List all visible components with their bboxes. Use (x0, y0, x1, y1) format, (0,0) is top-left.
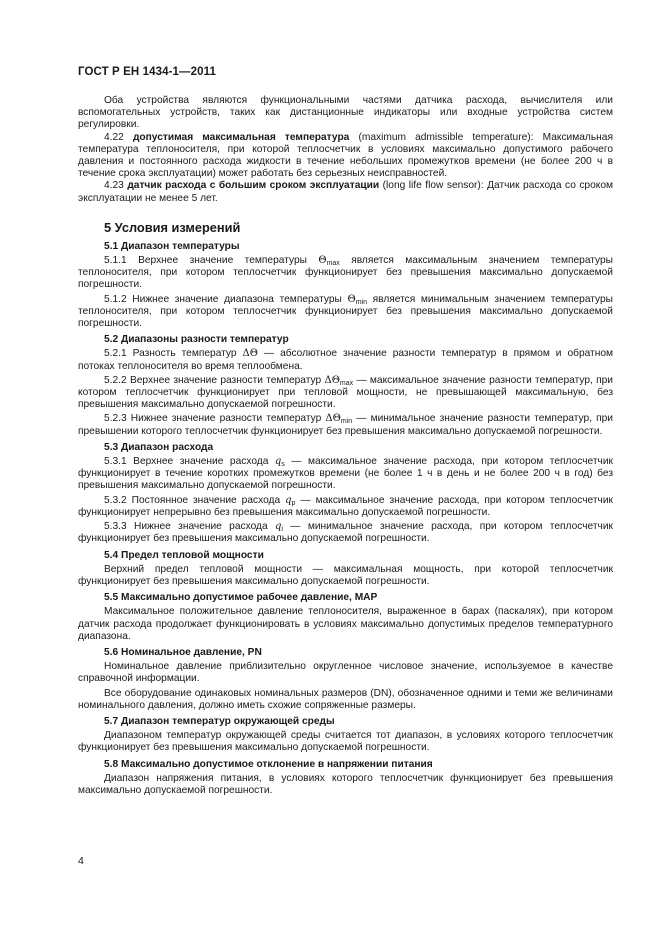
definition-text: (maximum admissible temperature): Максимальная температура теплоносителя, при которой теплосчетчик в условиях максимально допустимого рабочего давления и постоянного расхода жидкости в течение небольших промежутков времени (не более 200 ч в течение срока эксплуатации) может работать без серьезных неисправностей. (78, 131, 613, 180)
clause-text: 5.2.2 Верхнее значение разности температур (104, 374, 325, 386)
subsection-title-5-8: 5.8 Максимально допустимое отклонение в напряжении питания (104, 758, 433, 770)
clause-text: — максимальное значение разности температур, при котором теплосчетчик функционирует при тепловой мощности, не превышающей максимальную, без превышения максимально допускаемой погрешности. (78, 374, 613, 411)
subsection-title-5-6: 5.6 Номинальное давление, PN (104, 646, 262, 658)
paragraph-5-8: Диапазон напряжения питания, в условиях которого теплосчетчик функционирует без превышения максимально допускаемой погрешности. (78, 772, 613, 796)
clause-text: 5.3.2 Постоянное значение расхода (104, 494, 286, 506)
definition-text: (long life flow sensor): Датчик расхода со сроком эксплуатации не менее 5 лет. (78, 180, 613, 204)
symbol-subscript: max (339, 379, 354, 387)
symbol-delta-theta: ΔΘ (242, 348, 258, 360)
clause-5-3-1 (78, 456, 613, 493)
symbol-delta-theta: ΔΘ (325, 413, 341, 425)
clause-text: — абсолютное значение разности температур в прямом и обратном потоках теплоносителя во время теплообмена. (78, 348, 614, 372)
clause-text: — минимальное значение расхода, при котором теплосчетчик функционирует без превышения максимально допускаемой погрешности. (78, 521, 613, 545)
symbol-subscript: p (291, 499, 296, 507)
subsection-title-5-1: 5.1 Диапазон температуры (104, 240, 240, 252)
clause-5-2-1 (78, 348, 613, 372)
intro-paragraph: Оба устройства являются функциональными частями датчика расхода, вычислителя или вспомогательных устройств, таких как дистанционные индикаторы или входные устройства систем регулировки. (78, 95, 613, 131)
paragraph-5-5: Максимальное положительное давление теплоносителя, выраженное в барах (паскалях), при котором датчик расхода продолжает функционировать в условиях максимально допустимых пределов температурного диапазона. (78, 606, 613, 642)
clause-5-3-3 (78, 521, 613, 545)
paragraph-5-7: Диапазоном температур окружающей среды считается тот диапазон, в условиях которого теплосчетчик функционирует без превышения максимально допускаемой погрешности. (78, 730, 613, 754)
definition-4-22 (78, 132, 613, 181)
clause-5-2-3 (78, 413, 613, 437)
symbol-theta: Θ (347, 293, 356, 305)
definition-number: 4.23 (104, 180, 124, 192)
page-number: 4 (78, 855, 84, 867)
subsection-title-5-3: 5.3 Диапазон расхода (104, 441, 214, 453)
symbol-subscript: i (281, 526, 283, 534)
clause-5-1-2 (78, 294, 613, 331)
paragraph-5-6-a: Номинальное давление приблизительно округленное числовое значение, используемое в качестве справочной информации. (78, 661, 613, 685)
symbol-subscript: s (281, 461, 285, 469)
subsection-title-5-7: 5.7 Диапазон температур окружающей среды (104, 715, 335, 727)
clause-text: 5.2.1 Разность температур (104, 348, 243, 360)
clause-text: — максимальное значение расхода, при котором теплосчетчик функционирует в течение коротких промежутков времени (не более 1 ч в день и не более 200 ч в год) без превышения максимально допускаемой погрешности. (78, 456, 613, 492)
symbol-q: q (274, 521, 282, 533)
clause-text: 5.1.1 Верхнее значение температуры (104, 255, 319, 267)
symbol-theta: Θ (318, 255, 327, 267)
definition-4-23 (78, 180, 613, 204)
symbol-q: q (274, 456, 282, 468)
paragraph-5-4: Верхний предел тепловой мощности — максимальная мощность, при которой теплосчетчик функционирует без превышения максимально допускаемой погрешности. (78, 563, 613, 587)
definition-number: 4.22 (104, 131, 124, 143)
subsection-title-5-4: 5.4 Предел тепловой мощности (104, 549, 264, 561)
section-title: 5 Условия измерений (104, 219, 241, 235)
clause-5-1-1 (78, 255, 613, 292)
clause-text: является минимальным значением температуры теплоносителя, при котором теплосчетчик функционирует без превышения максимально допускаемой погрешности. (78, 293, 614, 330)
definition-term: датчик расхода с большим сроком эксплуатации (127, 180, 380, 192)
symbol-subscript: min (340, 418, 353, 426)
symbol-subscript: max (326, 260, 340, 268)
clause-5-2-2 (78, 375, 613, 412)
standard-header: ГОСТ Р ЕН 1434-1—2011 (78, 66, 216, 78)
clause-text: 5.3.1 Верхнее значение расхода (104, 456, 275, 468)
clause-text: — максимальное значение расхода, при котором теплосчетчик функционирует непрерывно без превышения максимально допускаемой погрешности. (78, 494, 613, 518)
clause-text: 5.1.2 Нижнее значение диапазона температуры (104, 293, 348, 305)
clause-text: является максимальным значением температуры теплоносителя, при котором теплосчетчик функционирует без превышения максимально допускаемой погрешности. (78, 255, 614, 291)
document-body (78, 95, 613, 797)
clause-text: 5.2.3 Нижнее значение разности температур (104, 413, 326, 425)
paragraph-5-6-b: Все оборудование одинаковых номинальных размеров (DN), обозначенное одними и теми же величинами номинального давления, должно иметь схожие сопряженные размеры. (78, 687, 613, 711)
clause-text: — минимальное значение разности температур, при превышении которого теплосчетчик функционирует без превышения максимально допускаемой погрешности. (78, 413, 613, 437)
clause-text: 5.3.3 Нижнее значение расхода (104, 521, 275, 533)
subsection-title-5-2: 5.2 Диапазоны разности температур (104, 334, 289, 346)
symbol-q: q (285, 494, 292, 506)
symbol-subscript: min (355, 298, 367, 306)
clause-5-3-2 (78, 495, 613, 519)
subsection-title-5-5: 5.5 Максимально допустимое рабочее давление, МАР (104, 592, 378, 604)
definition-term: допустимая максимальная температура (132, 131, 350, 143)
symbol-delta-theta: ΔΘ (324, 374, 340, 386)
